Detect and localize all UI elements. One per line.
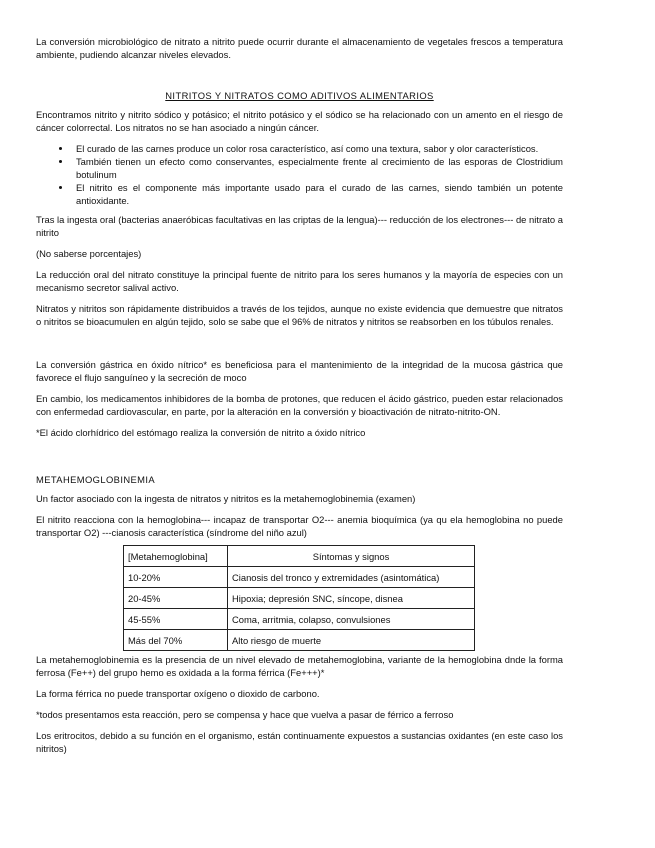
bullet-list-uses xyxy=(36,142,563,207)
table-cell-level: 10-20% xyxy=(124,567,228,588)
paragraph-nitrito-cancer: Encontramos nitrito y nitrito sódico y potásico; el nitrito potásico y el sódico se ha relacionado con un amento en el riesgo de cáncer colorrectal. Los nitratos no se han asociado a ningún cáncer. xyxy=(36,109,563,133)
intro-paragraph: La conversión microbiológico de nitrato a nitrito puede ocurrir durante el almacenamiento de vegetales frescos a temperatura ambiente, pudiendo alcanzar niveles elevados. xyxy=(36,36,563,60)
table-cell-symptoms: Alto riesgo de muerte xyxy=(228,630,475,651)
table-row xyxy=(124,609,475,630)
table-cell-symptoms: Hipoxia; depresión SNC, síncope, disnea xyxy=(228,588,475,609)
table-header-row xyxy=(124,546,475,567)
list-item: • El nitrito es el componente más importante usado para el curado de las carnes, siendo también un potente antioxidante. xyxy=(72,181,563,207)
paragraph-note-reaccion: *todos presentamos esta reacción, pero se compensa y hace que vuelva a pasar de férrico a ferroso xyxy=(36,709,454,720)
table-row xyxy=(124,630,475,651)
paragraph-ingesta-oral: Tras la ingesta oral (bacterias anaeróbicas facultativas en las criptas de la lengua)--- reducción de los electrones--- de nitrato a nitrito xyxy=(36,214,563,238)
paragraph-forma-ferrica: La forma férrica no puede transportar oxígeno o dioxido de carbono. xyxy=(36,688,320,699)
table-cell-level: 20-45% xyxy=(124,588,228,609)
paragraph-reaccion-hemoglobina: El nitrito reacciona con la hemoglobina--- incapaz de transportar O2--- anemia bioquímica (ya qu ela hemoglobina no puede transportar O2) ---cianosis característica (síndrome del niño azul) xyxy=(36,514,563,538)
paragraph-reduccion-oral: La reducción oral del nitrato constituye la principal fuente de nitrito para los seres humanos y la mayoría de especies con un mecanismo secretor salival activo. xyxy=(36,269,563,293)
table-cell-symptoms: Cianosis del tronco y extremidades (asintomática) xyxy=(228,567,475,588)
paragraph-distribucion: Nitratos y nitritos son rápidamente distribuidos a través de los tejidos, aunque no existe evidencia que demuestre que nitratos o nitritos se bioacumulen en algún tejido, solo se sabe que el 96% de nitratos y nitritos se reabsorben en los túbulos renales. xyxy=(36,303,563,327)
list-item: • También tienen un efecto como conservantes, especialmente frente al crecimiento de las esporas de Clostridium botulinum xyxy=(72,155,563,181)
paragraph-note-porcentajes: (No saberse porcentajes) xyxy=(36,248,142,259)
list-item: • El curado de las carnes produce un color rosa característico, así como una textura, sabor y olor característicos. xyxy=(72,142,563,155)
paragraph-footnote-acido: *El ácido clorhídrico del estómago realiza la conversión de nitrito a óxido nítrico xyxy=(36,427,366,438)
paragraph-conversion-gastrica: La conversión gástrica en óxido nítrico* es beneficiosa para el mantenimiento de la integridad de la mucosa gástrica que favorece el flujo sanguíneo y la secreción de moco xyxy=(36,359,563,383)
paragraph-eritrocitos: Los eritrocitos, debido a su función en el organismo, están continuamente expuestos a sustancias oxidantes (en este caso los nitritos) xyxy=(36,730,563,754)
paragraph-factor-asociado: Un factor asociado con la ingesta de nitratos y nitritos es la metahemoglobinemia (examen) xyxy=(36,493,416,504)
paragraph-medicamentos: En cambio, los medicamentos inhibidores de la bomba de protones, que reducen el ácido gástrico, pueden estar relacionados con enfermedad cardiovascular, en parte, por la alteración en la conversión y bioactivación de nitrato-nitrito-ON. xyxy=(36,393,563,417)
table-cell-level: 45-55% xyxy=(124,609,228,630)
table-cell-level: Más del 70% xyxy=(124,630,228,651)
section-title-metahemoglobinemia: METAHEMOGLOBINEMIA xyxy=(36,474,156,485)
table-row xyxy=(124,588,475,609)
column-header-sintomas: Síntomas y signos xyxy=(228,546,475,567)
column-header-metahemoglobina: [Metahemoglobina] xyxy=(124,546,228,567)
symptoms-table xyxy=(123,545,475,651)
paragraph-definicion-metahemoglobinemia: La metahemoglobinemia es la presencia de un nivel elevado de metahemoglobina, variante de la hemoglobina dnde la forma ferrosa (Fe++) del grupo hemo es oxidada a la forma férrica (Fe+++)* xyxy=(36,654,563,678)
table-row xyxy=(124,567,475,588)
section-title-aditivos: NITRITOS Y NITRATOS COMO ADITIVOS ALIMENTARIOS xyxy=(165,90,434,101)
table-cell-symptoms: Coma, arritmia, colapso, convulsiones xyxy=(228,609,475,630)
